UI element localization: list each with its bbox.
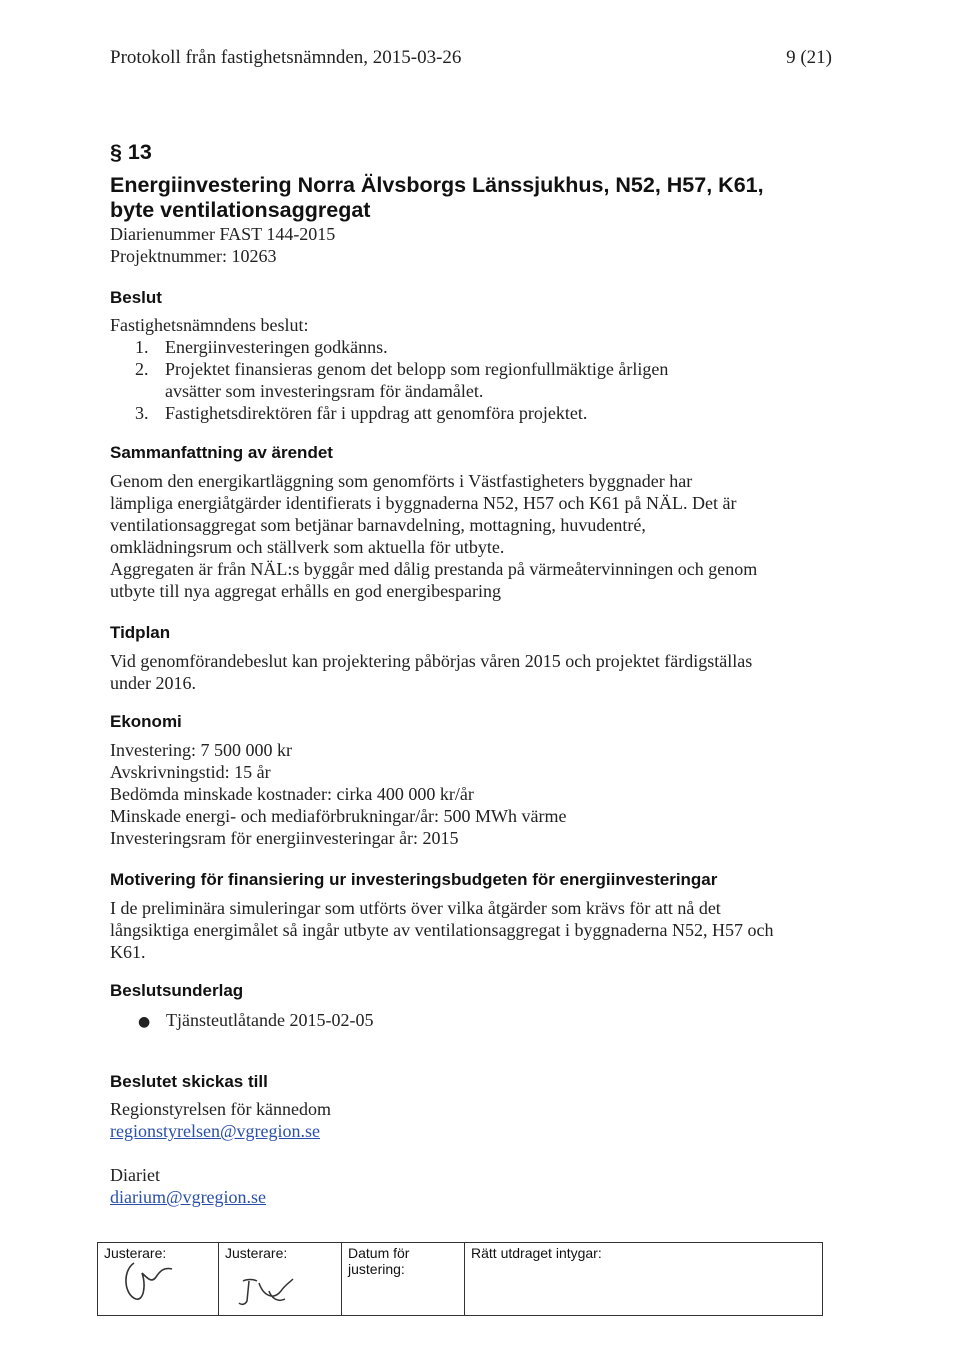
ekonomi-heading: Ekonomi — [110, 712, 182, 731]
text-line: under 2016. — [110, 673, 196, 693]
diarienummer: Diarienummer FAST 144-2015 — [110, 224, 336, 244]
tidplan-heading: Tidplan — [110, 623, 171, 642]
tidplan-text — [110, 650, 752, 694]
beslut-heading: Beslut — [110, 288, 162, 307]
text-line: Bedömda minskade kostnader: cirka 400 000 kr/år — [110, 784, 474, 804]
cell-label: Datum för — [348, 1245, 410, 1261]
section-title-line: Energiinvestering Norra Älvsborgs Länssjukhus, N52, H57, K61, — [110, 173, 764, 197]
decision-item-number: 1. — [135, 337, 149, 357]
cell-label: Justerare: — [225, 1245, 288, 1261]
sammanfattning-heading: Sammanfattning av ärendet — [110, 443, 333, 462]
decision-item — [135, 358, 668, 402]
signature-cell — [98, 1243, 219, 1316]
text-line: Genom den energikartläggning som genomförts i Västfastigheters byggnader har — [110, 471, 693, 491]
decision-item-number: 2. — [135, 359, 149, 379]
list-item — [138, 1009, 373, 1033]
sammanfattning-text — [110, 470, 757, 602]
text-line: utbyte till nya aggregat erhålls en god energibesparing — [110, 581, 502, 601]
text-line: ventilationsaggregat som betjänar barnavdelning, mottagning, huvudentré, — [110, 515, 646, 535]
motivering-text — [110, 897, 773, 963]
text-line: I de preliminära simuleringar som utförts över vilka åtgärder som krävs för att nå det — [110, 898, 721, 918]
signature-cell — [219, 1243, 342, 1316]
section-title — [110, 173, 764, 223]
text-line: Investeringsram för energiinvesteringar år: 2015 — [110, 828, 459, 848]
signature-cell — [465, 1243, 823, 1316]
recipient-name: Regionstyrelsen för kännedom — [110, 1099, 331, 1119]
decision-item-number: 3. — [135, 403, 149, 423]
signature-cell — [342, 1243, 465, 1316]
text-line: långsiktiga energimålet så ingår utbyte av ventilationsaggregat i byggnaderna N52, H57 och — [110, 920, 774, 940]
decision-item — [135, 336, 388, 358]
projektnummer: Projektnummer: 10263 — [110, 246, 277, 266]
cell-label: justering: — [348, 1261, 405, 1277]
list-item-text: Tjänsteutlåtande 2015-02-05 — [166, 1010, 374, 1030]
page-number: 9 (21) — [786, 47, 832, 68]
decision-item-text: Energiinvesteringen godkänns. — [165, 337, 388, 357]
decision-item-text: Fastighetsdirektören får i uppdrag att genomföra projektet. — [165, 403, 588, 423]
text-line: Vid genomförandebeslut kan projektering påbörjas våren 2015 och projektet färdigställas — [110, 651, 753, 671]
text-line: omklädningsrum och ställverk som aktuella för utbyte. — [110, 537, 505, 557]
text-line: K61. — [110, 942, 146, 962]
email-link-diarium[interactable]: diarium@vgregion.se — [110, 1187, 267, 1207]
beslutsunderlag-heading: Beslutsunderlag — [110, 981, 244, 1000]
decision-item — [135, 402, 587, 424]
section-title-line: byte ventilationsaggregat — [110, 198, 371, 222]
bullet-icon: ● — [138, 1014, 151, 1030]
section-number: § 13 — [110, 140, 152, 164]
protocol-header-title: Protokoll från fastighetsnämnden, 2015-03-26 — [110, 47, 462, 68]
text-line: Minskade energi- och mediaförbrukningar/år: 500 MWh värme — [110, 806, 567, 826]
text-line: Investering: 7 500 000 kr — [110, 740, 292, 760]
email-link-regionstyrelsen[interactable]: regionstyrelsen@vgregion.se — [110, 1121, 321, 1141]
beslut-intro: Fastighetsnämndens beslut: — [110, 315, 309, 335]
ekonomi-text — [110, 739, 567, 849]
initials-icon — [229, 1261, 309, 1311]
signature-icon — [112, 1249, 192, 1309]
recipient-name: Diariet — [110, 1165, 160, 1185]
decision-item-text: Projektet finansieras genom det belopp som regionfullmäktige årligen — [165, 359, 669, 379]
skickas-heading: Beslutet skickas till — [110, 1072, 268, 1091]
signature-table — [97, 1242, 823, 1316]
cell-label: Justerare: — [104, 1245, 167, 1261]
motivering-heading: Motivering för finansiering ur investeringsbudgeten för energiinvesteringar — [110, 870, 718, 889]
decision-item-text: avsätter som investeringsram för ändamålet. — [165, 381, 484, 401]
cell-label: Rätt utdraget intygar: — [471, 1245, 602, 1261]
text-line: Aggregaten är från NÄL:s byggår med dålig prestanda på värmeåtervinningen och genom — [110, 559, 758, 579]
text-line: Avskrivningstid: 15 år — [110, 762, 271, 782]
text-line: lämpliga energiåtgärder identifierats i byggnaderna N52, H57 och K61 på NÄL. Det är — [110, 493, 737, 513]
